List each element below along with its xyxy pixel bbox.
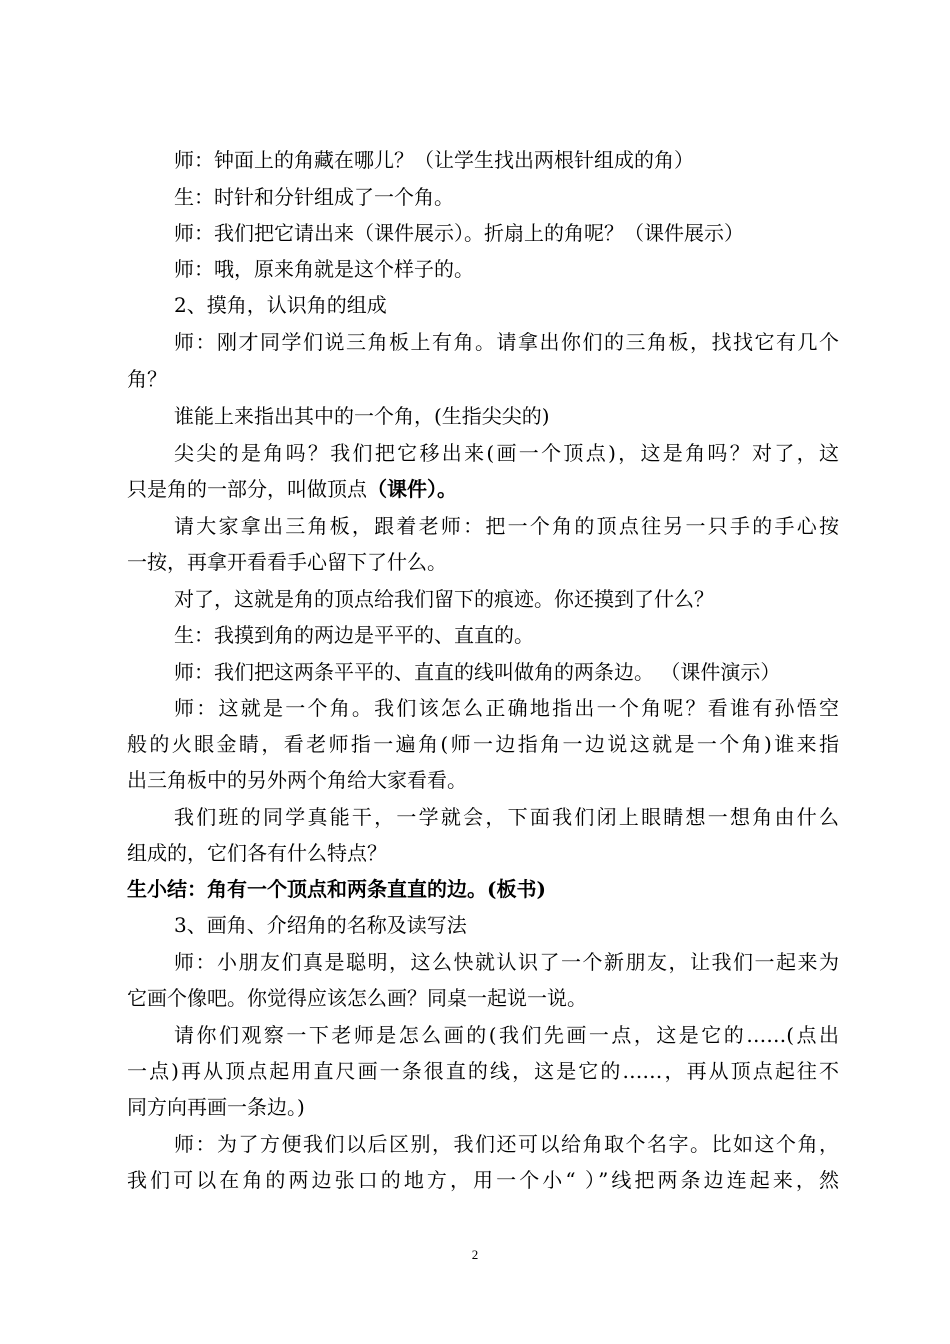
line-25: 请你们观察一下老师是怎么画的(我们先画一点，这是它的……(点出 [174, 1023, 839, 1047]
line-27: 同方向再画一条边。) [127, 1095, 305, 1119]
line-24: 它画个像吧。你觉得应该怎么画？同桌一起说一说。 [127, 986, 587, 1010]
line-14: 生：我摸到角的两边是平平的、直直的。 [174, 623, 534, 647]
line-7: 角？ [127, 367, 167, 391]
line-19: 我们班的同学真能干，一学就会，下面我们闭上眼睛想一想角由什么 [174, 805, 839, 829]
line-10-text: 只是角的一部分，叫做顶点 [127, 477, 367, 501]
line-2: 生：时针和分针组成了一个角。 [174, 185, 454, 209]
line-9: 尖尖的是角吗？我们把它移出来(画一个顶点)，这是角吗？对了，这 [174, 441, 839, 465]
line-8: 谁能上来指出其中的一个角，(生指尖尖的) [174, 404, 550, 428]
summary-label: 生小结： [127, 877, 207, 901]
line-4: 师：哦，原来角就是这个样子的。 [174, 257, 474, 281]
line-28: 师：为了方便我们以后区别，我们还可以给角取个名字。比如这个角， [174, 1132, 839, 1156]
line-17: 般的火眼金睛，看老师指一遍角(师一边指角一边说这就是一个角)谁来指 [127, 732, 839, 756]
line-20: 组成的，它们各有什么特点？ [127, 841, 387, 865]
section-heading-3: 3、画角、介绍角的名称及读写法 [174, 913, 467, 937]
summary-line [127, 876, 839, 902]
line-18: 出三角板中的另外两个角给大家看看。 [127, 768, 467, 792]
line-23: 师：小朋友们真是聪明，这么快就认识了一个新朋友，让我们一起来为 [174, 950, 839, 974]
line-13: 对了，这就是角的顶点给我们留下的痕迹。你还摸到了什么？ [174, 587, 714, 611]
line-12: 一按，再拿开看看手心留下了什么。 [127, 550, 447, 574]
line-11: 请大家拿出三角板，跟着老师：把一个角的顶点往另一只手的手心按 [174, 514, 839, 538]
section-heading-2: 2、摸角，认识角的组成 [174, 293, 387, 317]
line-15: 师：我们把这两条平平的、直直的线叫做角的两条边。 （课件演示） [174, 660, 781, 684]
line-16: 师：这就是一个角。我们该怎么正确地指出一个角呢？看谁有孙悟空 [174, 696, 839, 720]
line-29: 我们可以在角的两边张口的地方，用一个小“ ）”线把两条边连起来，然 [127, 1168, 839, 1192]
page-number: 2 [471, 1247, 479, 1262]
line-10 [127, 476, 839, 502]
courseware-label: （课件）。 [367, 477, 457, 501]
line-6: 师：刚才同学们说三角板上有角。请拿出你们的三角板，找找它有几个 [174, 330, 839, 354]
line-3: 师：我们把它请出来（课件展示）。折扇上的角呢？（课件展示） [174, 221, 744, 245]
line-26: 一点)再从顶点起用直尺画一条很直的线，这是它的……，再从顶点起往不 [127, 1059, 839, 1083]
summary-text: 角有一个顶点和两条直直的边。(板书) [207, 877, 546, 901]
line-1: 师：钟面上的角藏在哪儿？（让学生找出两根针组成的角） [174, 148, 694, 172]
